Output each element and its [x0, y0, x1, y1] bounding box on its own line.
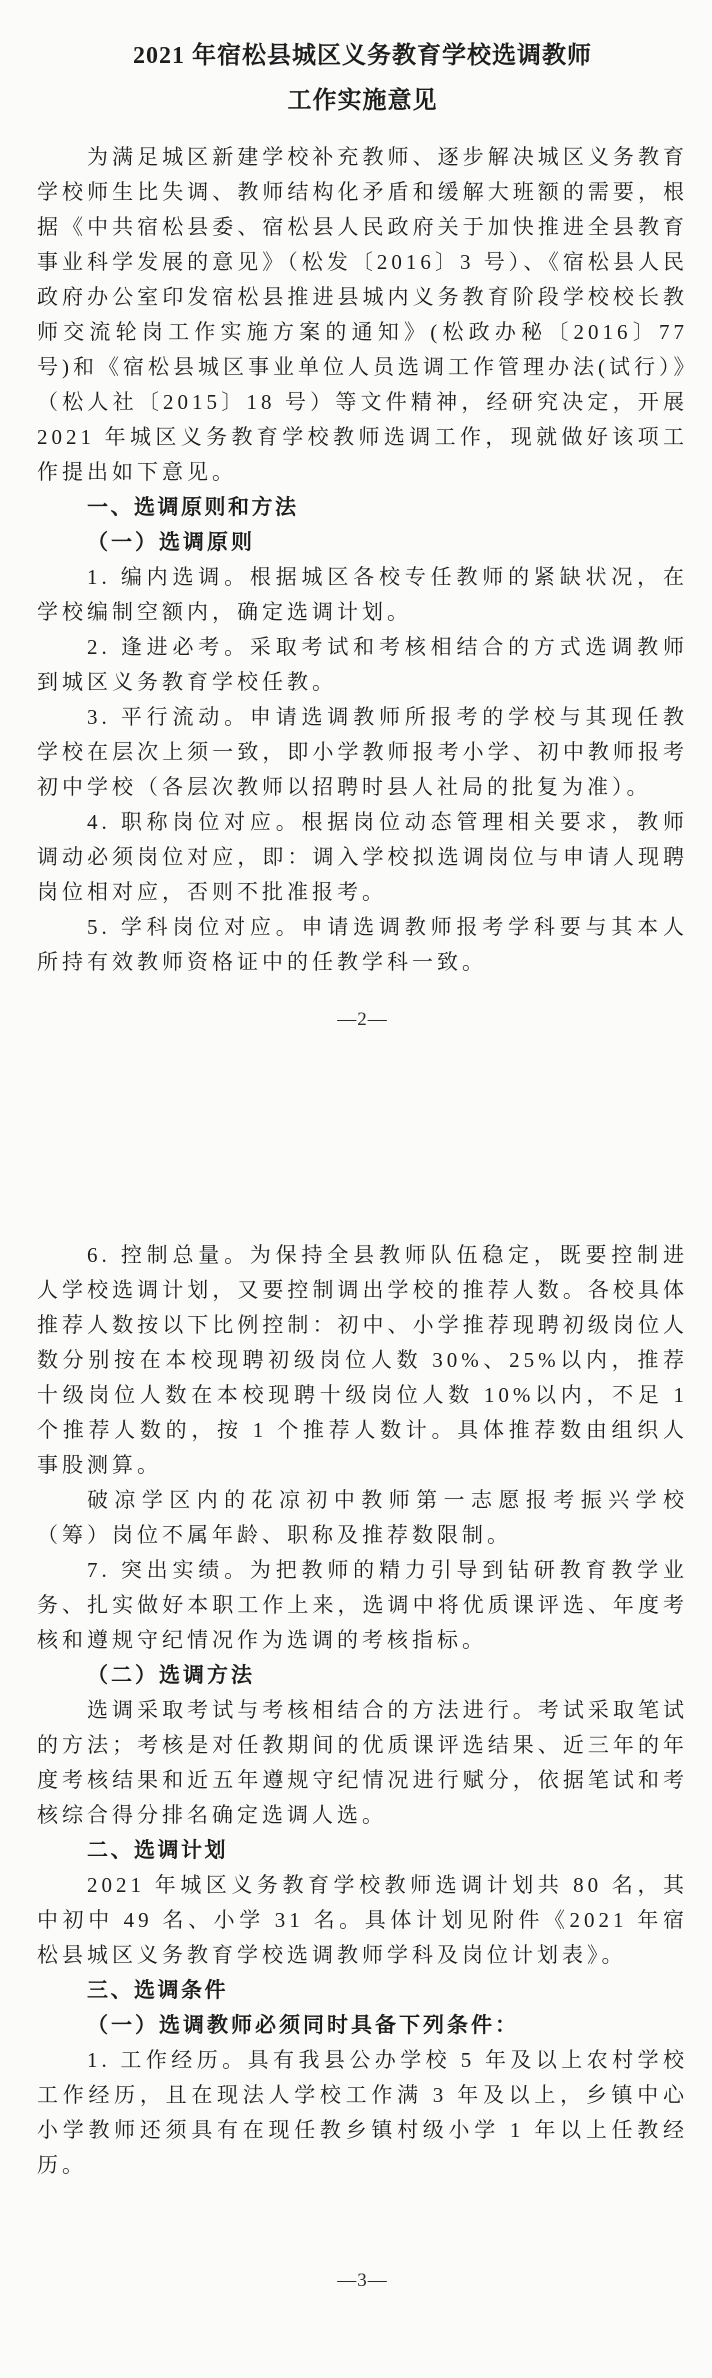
subsection-1-1-heading: （一）选调原则	[87, 530, 255, 554]
doc-title-line-2: 工作实施意见	[287, 88, 438, 114]
intro-paragraph: 为满足城区新建学校补充教师、逐步解决城区义务教育学校师生比失调、教师结构化矛盾和缓解大班额的需要，根据《中共宿松县委、宿松县人民政府关于加快推进全县教育事业科学发展的意见》（松发〔2016〕3 号）、《宿松县人民政府办公室印发宿松县推进县城内义务教育阶段学校校长教师交流轮岗工作实施方案的通知》(松政办秘〔2016〕77 号)和《宿松县城区事业单位人员选调工作管理办法(试行）》（松人社〔2015〕18 号）等文件精神，经研究决定，开展 2021 年城区义务教育学校教师选调工作，现就做好该项工作提出如下意见。	[37, 145, 688, 484]
section-1-heading: 一、选调原则和方法	[87, 496, 299, 519]
subsection-3-1-heading: （一）选调教师必须同时具备下列条件：	[87, 2013, 519, 2037]
section-2-heading: 二、选调计划	[87, 1839, 228, 1862]
principle-5: 5. 学科岗位对应。申请选调教师报考学科要与其本人所持有效教师资格证中的任教学科一致。	[37, 915, 688, 974]
page-3	[0, 1034, 712, 2378]
plan-paragraph: 2021 年城区义务教育学校教师选调计划共 80 名，其中初中 49 名、小学 31 名。具体计划见附件《2021 年宿松县城区义务教育学校选调教师学科及岗位计划表》。	[37, 1873, 688, 1967]
page-number-3: —3—	[337, 2270, 388, 2291]
subsection-1-2-heading: （二）选调方法	[87, 1663, 255, 1687]
principle-2: 2. 逢进必考。采取考试和考核相结合的方式选调教师到城区义务教育学校任教。	[37, 635, 688, 694]
page-number-2: —2—	[337, 1009, 388, 1030]
principle-4: 4. 职称岗位对应。根据岗位动态管理相关要求，教师调动必须岗位对应，即：调入学校拟选调岗位与申请人现聘岗位相对应，否则不批准报考。	[37, 810, 688, 904]
principle-1: 1. 编内选调。根据城区各校专任教师的紧缺状况，在学校编制空额内，确定选调计划。	[37, 565, 688, 624]
doc-title-line-1: 2021 年宿松县城区义务教育学校选调教师	[133, 43, 592, 69]
principle-6: 6. 控制总量。为保持全县教师队伍稳定，既要控制进人学校选调计划，又要控制调出学校的推荐人数。各校具体推荐人数按以下比例控制：初中、小学推荐现聘初级岗位人数分别按在本校现聘初级岗位人数 30%、25%以内，推荐十级岗位人数在本校现聘十级岗位人数 10%以内，不足 1 个推荐人数的，按 1 个推荐人数计。具体推荐数由组织人事股测算。	[37, 1243, 688, 1477]
condition-1: 1. 工作经历。具有我县公办学校 5 年及以上农村学校工作经历，且在现法人学校工作满 3 年及以上，乡镇中心小学教师还须具有在现任教乡镇村级小学 1 年以上任教经历。	[37, 2048, 688, 2177]
principle-6-note: 破凉学区内的花凉初中教师第一志愿报考振兴学校（筹）岗位不属年龄、职称及推荐数限制。	[37, 1488, 688, 1547]
page-2	[0, 0, 712, 1034]
section-3-heading: 三、选调条件	[87, 1979, 228, 2002]
method-paragraph: 选调采取考试与考核相结合的方法进行。考试采取笔试的方法；考核是对任教期间的优质课评选结果、近三年的年度考核结果和近五年遵规守纪情况进行赋分，依据笔试和考核综合得分排名确定选调人选。	[37, 1698, 688, 1827]
principle-7: 7. 突出实绩。为把教师的精力引导到钻研教育教学业务、扎实做好本职工作上来，选调中将优质课评选、年度考核和遵规守纪情况作为选调的考核指标。	[37, 1558, 688, 1652]
principle-3: 3. 平行流动。申请选调教师所报考的学校与其现任教学校在层次上须一致，即小学教师报考小学、初中教师报考初中学校（各层次教师以招聘时县人社局的批复为准）。	[37, 705, 688, 799]
